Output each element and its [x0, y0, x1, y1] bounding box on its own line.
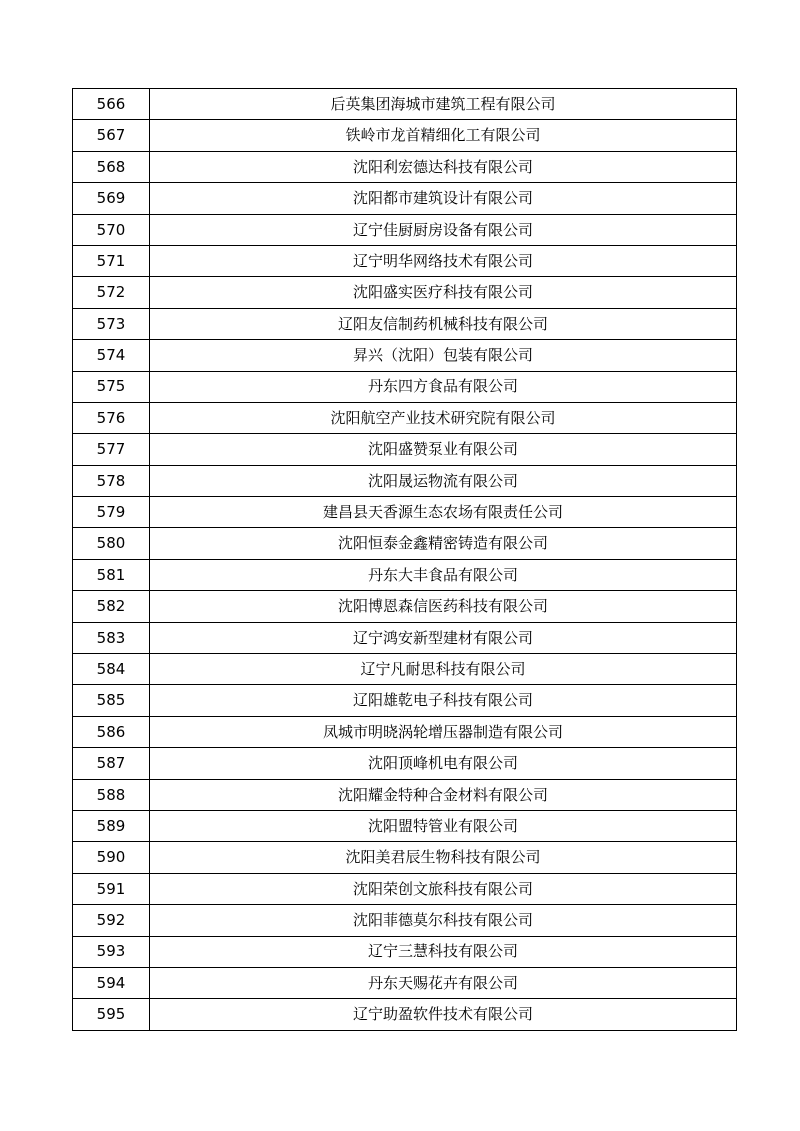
row-company-name: 凤城市明晓涡轮增压器制造有限公司	[150, 716, 737, 747]
table-row	[73, 183, 737, 214]
row-index: 586	[73, 716, 150, 747]
table-row	[73, 967, 737, 998]
row-company-name: 辽宁佳厨厨房设备有限公司	[150, 214, 737, 245]
row-company-name: 沈阳荣创文旅科技有限公司	[150, 873, 737, 904]
row-index: 569	[73, 183, 150, 214]
table-row	[73, 340, 737, 371]
row-company-name: 沈阳盛赞泵业有限公司	[150, 434, 737, 465]
table-row	[73, 120, 737, 151]
table-row	[73, 214, 737, 245]
row-company-name: 辽宁鸿安新型建材有限公司	[150, 622, 737, 653]
table-row	[73, 810, 737, 841]
row-company-name: 铁岭市龙首精细化工有限公司	[150, 120, 737, 151]
row-company-name: 后英集团海城市建筑工程有限公司	[150, 89, 737, 120]
table-row	[73, 905, 737, 936]
row-index: 576	[73, 402, 150, 433]
row-index: 572	[73, 277, 150, 308]
table-row	[73, 465, 737, 496]
row-index: 595	[73, 999, 150, 1030]
row-company-name: 辽宁三慧科技有限公司	[150, 936, 737, 967]
table-row	[73, 622, 737, 653]
company-list-table	[72, 88, 737, 1031]
row-index: 592	[73, 905, 150, 936]
row-company-name: 沈阳顶峰机电有限公司	[150, 748, 737, 779]
table-row	[73, 685, 737, 716]
table-body	[73, 89, 737, 1031]
row-company-name: 辽阳雄乾电子科技有限公司	[150, 685, 737, 716]
row-company-name: 建昌县天香源生态农场有限责任公司	[150, 497, 737, 528]
row-index: 594	[73, 967, 150, 998]
row-company-name: 沈阳恒泰金鑫精密铸造有限公司	[150, 528, 737, 559]
row-index: 585	[73, 685, 150, 716]
row-company-name: 丹东大丰食品有限公司	[150, 559, 737, 590]
row-index: 568	[73, 151, 150, 182]
row-index: 571	[73, 245, 150, 276]
table-row	[73, 497, 737, 528]
row-index: 584	[73, 654, 150, 685]
table-row	[73, 748, 737, 779]
table-row	[73, 779, 737, 810]
row-company-name: 沈阳博恩森信医药科技有限公司	[150, 591, 737, 622]
row-index: 573	[73, 308, 150, 339]
row-company-name: 沈阳利宏德达科技有限公司	[150, 151, 737, 182]
row-company-name: 沈阳耀金特种合金材料有限公司	[150, 779, 737, 810]
row-company-name: 沈阳菲德莫尔科技有限公司	[150, 905, 737, 936]
row-index: 577	[73, 434, 150, 465]
row-company-name: 昇兴（沈阳）包装有限公司	[150, 340, 737, 371]
table-row	[73, 434, 737, 465]
table-row	[73, 89, 737, 120]
row-index: 579	[73, 497, 150, 528]
table-row	[73, 716, 737, 747]
row-company-name: 沈阳美君辰生物科技有限公司	[150, 842, 737, 873]
table-row	[73, 999, 737, 1030]
row-company-name: 辽阳友信制药机械科技有限公司	[150, 308, 737, 339]
row-index: 580	[73, 528, 150, 559]
row-index: 575	[73, 371, 150, 402]
row-index: 567	[73, 120, 150, 151]
row-index: 574	[73, 340, 150, 371]
row-company-name: 沈阳晟运物流有限公司	[150, 465, 737, 496]
row-index: 582	[73, 591, 150, 622]
row-company-name: 沈阳盟特管业有限公司	[150, 810, 737, 841]
table-row	[73, 591, 737, 622]
table-row	[73, 277, 737, 308]
table-row	[73, 873, 737, 904]
row-company-name: 沈阳航空产业技术研究院有限公司	[150, 402, 737, 433]
table-row	[73, 245, 737, 276]
row-company-name: 沈阳盛实医疗科技有限公司	[150, 277, 737, 308]
row-company-name: 丹东四方食品有限公司	[150, 371, 737, 402]
row-company-name: 辽宁凡耐思科技有限公司	[150, 654, 737, 685]
table-row	[73, 528, 737, 559]
table-row	[73, 151, 737, 182]
row-index: 566	[73, 89, 150, 120]
table-row	[73, 308, 737, 339]
table-row	[73, 936, 737, 967]
row-company-name: 沈阳都市建筑设计有限公司	[150, 183, 737, 214]
row-index: 578	[73, 465, 150, 496]
row-index: 583	[73, 622, 150, 653]
table-row	[73, 402, 737, 433]
row-index: 581	[73, 559, 150, 590]
table-row	[73, 371, 737, 402]
row-index: 588	[73, 779, 150, 810]
table-row	[73, 559, 737, 590]
table-row	[73, 654, 737, 685]
row-index: 590	[73, 842, 150, 873]
row-index: 587	[73, 748, 150, 779]
row-index: 591	[73, 873, 150, 904]
row-company-name: 辽宁助盈软件技术有限公司	[150, 999, 737, 1030]
table-row	[73, 842, 737, 873]
row-index: 570	[73, 214, 150, 245]
row-company-name: 辽宁明华网络技术有限公司	[150, 245, 737, 276]
row-index: 593	[73, 936, 150, 967]
row-index: 589	[73, 810, 150, 841]
row-company-name: 丹东天赐花卉有限公司	[150, 967, 737, 998]
